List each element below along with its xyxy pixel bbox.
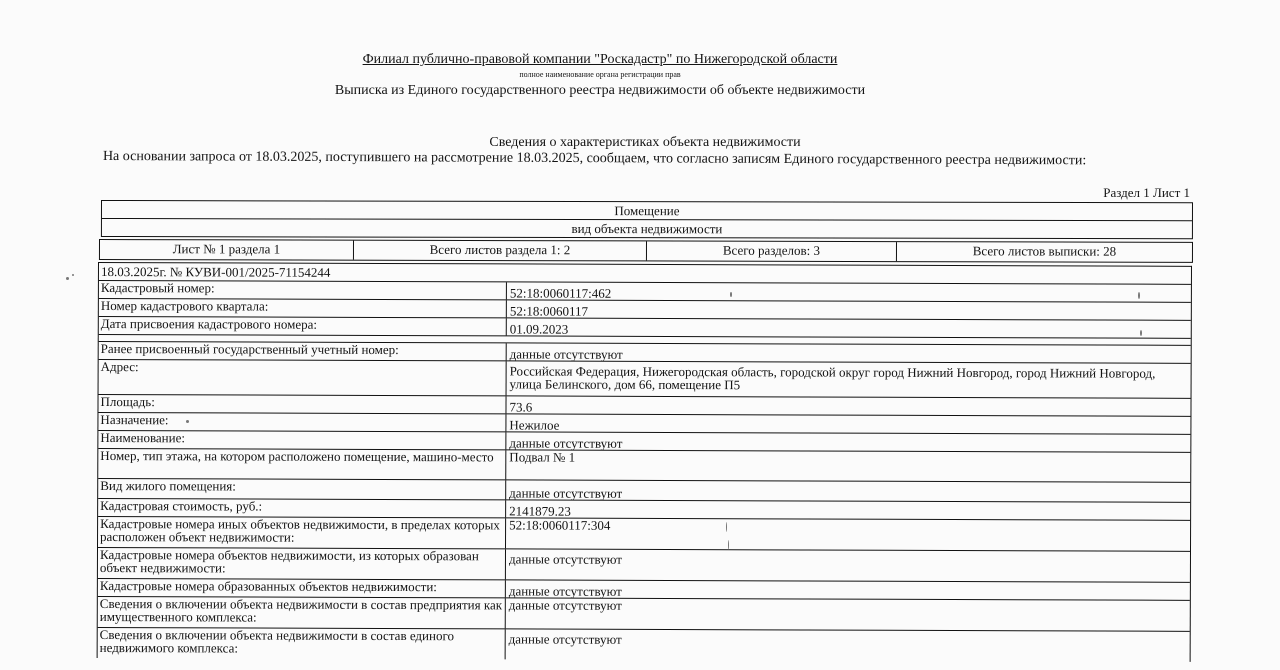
sheet-total-sections: Всего разделов: 3 xyxy=(647,241,897,261)
object-type-caption: вид объекта недвижимости xyxy=(102,218,1192,238)
row-value: 73.6 xyxy=(509,399,533,415)
scan-speck xyxy=(1140,330,1142,336)
row-label: Сведения о включении объекта недвижимости в состав предприятия как имущественного комплекса: xyxy=(98,597,506,628)
row-label: Площадь: xyxy=(98,395,506,413)
org-caption: полное наименование органа регистрации прав xyxy=(519,70,681,79)
row-value: Российская Федерация, Нижегородская область, городской округ город Нижний Новгород, город Нижний Новгород, улица Белинского, дом 66, помещение П5 xyxy=(509,363,1156,393)
sheet-total-extract: Всего листов выписки: 28 xyxy=(972,243,1117,259)
section-sheet-label: Раздел 1 Лист 1 xyxy=(1103,185,1190,200)
row-value: данные отсутствуют xyxy=(509,346,623,362)
row-label: Номер кадастрового квартала: xyxy=(99,299,507,317)
row-label: Наименование: xyxy=(98,431,506,449)
scan-speck xyxy=(72,274,74,276)
row-label: Адрес: xyxy=(99,360,507,395)
row-label: Номер, тип этажа, на котором расположено помещение, машино-место xyxy=(98,449,506,479)
row-value: данные отсутствуют xyxy=(508,597,622,613)
row-value: Подвал № 1 xyxy=(509,449,576,465)
scan-speck xyxy=(186,420,189,423)
sheet-info-row xyxy=(99,239,1193,263)
row-value: данные отсутствуют xyxy=(509,485,623,501)
row-label: Назначение: xyxy=(98,413,506,431)
sheet-number: Лист № 1 раздела 1 xyxy=(100,240,354,260)
scan-speck xyxy=(726,522,727,532)
row-value: 52:18:0060117:304 xyxy=(509,517,611,533)
scan-speck xyxy=(728,540,729,550)
section-heading: Сведения о характеристиках объекта недвижимости xyxy=(489,135,801,150)
row-label: Кадастровые номера объектов недвижимости, из которых образован объект недвижимости: xyxy=(98,548,506,579)
table-row xyxy=(98,628,1190,662)
row-label: Кадастровый номер: xyxy=(99,281,507,299)
row-label: Сведения о включении объекта недвижимости в состав единого недвижимого комплекса: xyxy=(98,628,506,659)
table-row xyxy=(99,317,1191,339)
row-value: Нежилое xyxy=(509,417,560,433)
row-value: данные отсутствуют xyxy=(508,551,623,567)
row-label: Кадастровая стоимость, руб.: xyxy=(98,499,506,517)
row-value: данные отсутствуют xyxy=(508,583,622,599)
row-label: Кадастровые номера иных объектов недвижимости, в пределах которых расположен объект недвижимости: xyxy=(98,517,506,548)
scan-speck xyxy=(730,292,732,297)
object-type-box xyxy=(101,200,1193,239)
characteristics-table xyxy=(97,262,1192,662)
intro-text: На основании запроса от 18.03.2025, поступившего на рассмотрение 18.03.2025, сообщаем, что согласно записям Единого государственного реестра недвижимости: xyxy=(102,149,1087,169)
scan-speck xyxy=(66,277,69,280)
row-label: Вид жилого помещения: xyxy=(98,479,506,499)
row-label: Ранее присвоенный государственный учетный номер: xyxy=(99,342,507,360)
table-row xyxy=(99,360,1191,399)
row-value: 2141879.23 xyxy=(509,503,571,519)
doc-title: Выписка из Единого государственного реестра недвижимости об объекте недвижимости xyxy=(334,83,866,98)
object-type: Помещение xyxy=(614,203,680,219)
row-value: данные отсутствуют xyxy=(508,631,622,647)
table-row xyxy=(98,449,1190,483)
request-number: 18.03.2025г. № КУВИ-001/2025-71154244 xyxy=(99,263,1191,285)
row-label: Дата присвоения кадастрового номера: xyxy=(99,317,507,335)
row-value: данные отсутствуют xyxy=(509,435,623,451)
scan-speck xyxy=(1138,292,1140,299)
org-title: Филиал публично-правовой компании "Роскадастр" по Нижегородской области xyxy=(362,52,838,67)
row-label: Кадастровые номера образованных объектов недвижимости: xyxy=(98,579,506,597)
row-value: 52:18:0060117:462 xyxy=(509,285,612,301)
row-value: 52:18:0060117 xyxy=(509,303,589,319)
row-value: 01.09.2023 xyxy=(509,321,569,337)
sheet-total-section: Всего листов раздела 1: 2 xyxy=(354,241,647,261)
